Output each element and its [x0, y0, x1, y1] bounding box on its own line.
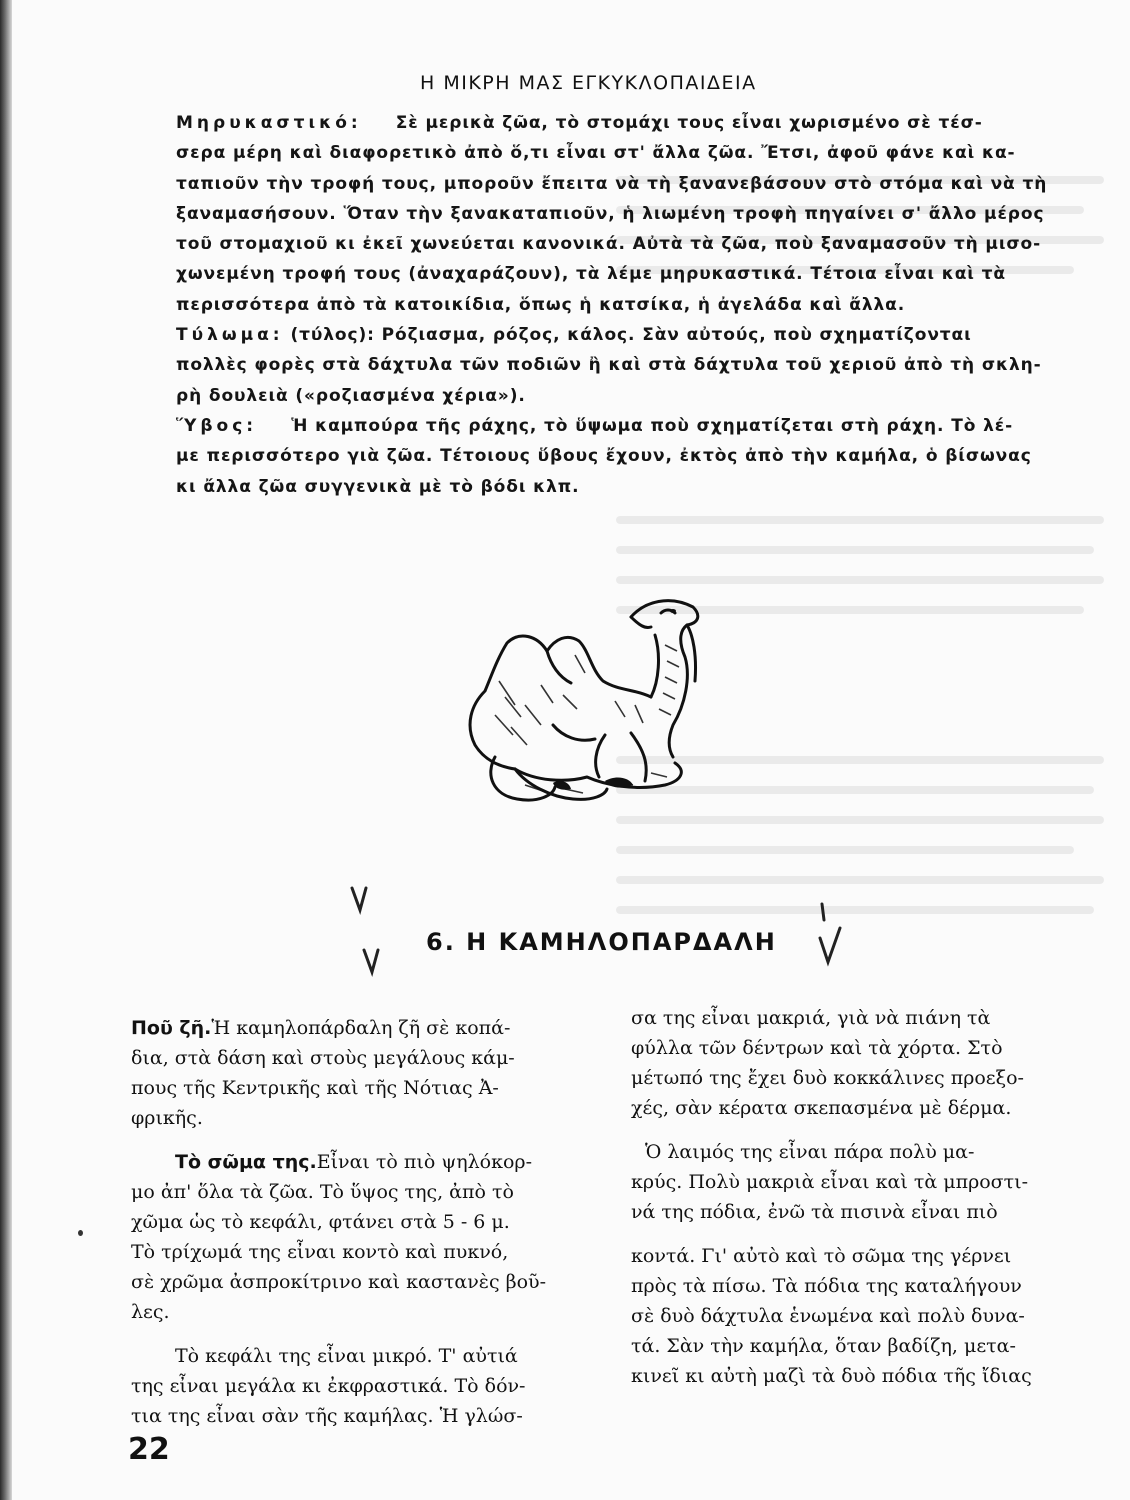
text-line: δια, στὰ δάση καὶ στοὺς μεγάλους κάμ- [131, 1047, 515, 1069]
text-line: χές, σὰν κέρατα σκεπασμένα μὲ δέρμα. [631, 1097, 1012, 1119]
text-line: μο ἀπ' ὅλα τὰ ζῶα. Τὸ ὕψος της, ἀπὸ τὸ [131, 1181, 514, 1203]
glossary-term: Τύλωμα: [176, 325, 284, 346]
glossary-line: σερα μέρη καὶ διαφορετικὸ ἀπὸ ὅ,τι εἶναι στ' ἄλλα ζῶα. Ἔτσι, ἀφοῦ φάνε καὶ κα- [176, 143, 1016, 164]
glossary-line: χωνεμένη τροφή τους (ἀναχαράζουν), τὰ λέμε μηρυκαστικά. Τέτοια εἶναι καὶ τὰ [176, 264, 1006, 285]
glossary-line: ταπιοῦν τὴν τροφή τους, μποροῦν ἔπειτα νὰ τὴ ξανανεβάσουν στὸ στόμα καὶ νὰ τὴ [176, 173, 1048, 194]
pencil-mark-right [808, 898, 858, 978]
text-line: πρὸς τὰ πίσω. Τὰ πόδια της καταλήγουν [631, 1275, 1022, 1297]
text-line: της εἶναι μεγάλα κι ἐκφραστικά. Τὸ δόν- [131, 1375, 526, 1397]
glossary-line [176, 108, 1102, 138]
line-text: Εἶναι τὸ πιὸ ψηλόκορ- [316, 1151, 532, 1173]
glossary-line [176, 411, 1102, 441]
subheading: Τὸ σῶμα της. [175, 1151, 317, 1173]
line-text: Ἡ καμηλοπάρδαλη ζῆ σὲ κοπά- [211, 1017, 511, 1039]
glossary-text: (τύλος): Ρόζιασμα, ρόζος, κάλος. Σὰν αὐτούς, ποὺ σχηματίζονται [290, 325, 972, 346]
glossary-term: Ὕβος: [176, 415, 258, 436]
glossary-line: τοῦ στομαχιοῦ κι ἐκεῖ χωνεύεται κανονικά. Αὐτὰ τὰ ζῶα, ποὺ ξαναμασοῦν τὴ μισο- [176, 234, 1042, 255]
text-line: τά. Σὰν τὴν καμήλα, ὅταν βαδίζη, μετα- [631, 1335, 1016, 1357]
text-line: σὲ δυὸ δάχτυλα ἑνωμένα καὶ πολὺ δυνα- [631, 1305, 1025, 1327]
glossary-line: με περισσότερο γιὰ ζῶα. Τέτοιους ὕβους ἔχουν, ἐκτὸς ἀπὸ τὴν καμήλα, ὁ βίσωνας [176, 446, 1032, 467]
left-text-column [131, 1013, 591, 1431]
text-line [131, 1147, 591, 1177]
text-line: πους τῆς Κεντρικῆς καὶ τῆς Νότιας Ἀ- [131, 1077, 499, 1099]
text-line: φρικῆς. [131, 1107, 203, 1129]
section-title: 6. Η ΚΑΜΗΛΟΠΑΡΔΑΛΗ [426, 928, 777, 956]
glossary-block [176, 108, 1102, 502]
glossary-term: Μηρυκαστικό: [176, 113, 362, 133]
text-line: Τὸ τρίχωμά της εἶναι κοντὸ καὶ πυκνό, [131, 1241, 509, 1263]
glossary-line [176, 320, 1102, 350]
glossary-line: πολλὲς φορὲς στὰ δάχτυλα τῶν ποδιῶν ἢ καὶ στὰ δάχτυλα τοῦ χεριοῦ ἀπὸ τὴ σκλη- [176, 355, 1042, 376]
text-line: τια της εἶναι σὰν τῆς καμήλας. Ἡ γλώσ- [131, 1405, 523, 1427]
glossary-text: Ἡ καμπούρα τῆς ράχης, τὸ ὕψωμα ποὺ σχηματίζεται στὴ ράχη. Τὸ λέ- [291, 415, 1014, 436]
glossary-line: περισσότερα ἀπὸ τὰ κατοικίδια, ὅπως ἡ κατσίκα, ἡ ἀγελάδα καὶ ἄλλα. [176, 294, 906, 315]
text-line: νά της πόδια, ἐνῶ τὰ πισινὰ εἶναι πιὸ [631, 1201, 998, 1223]
page-number: 22 [128, 1432, 170, 1467]
text-line: μέτωπό της ἔχει δυὸ κοκκάλινες προεξο- [631, 1067, 1024, 1089]
glossary-text: Σὲ μερικὰ ζῶα, τὸ στομάχι τους εἶναι χωρισμένο σὲ τέσ- [395, 113, 983, 133]
text-line: σὲ χρῶμα ἀσπροκίτρινο καὶ καστανὲς βοῦ- [131, 1271, 547, 1293]
subheading: Ποῦ ζῆ. [131, 1017, 212, 1039]
text-line: κρύς. Πολὺ μακριὰ εἶναι καὶ τὰ μπροστι- [631, 1171, 1029, 1193]
ink-speck [78, 1230, 83, 1236]
camel-illustration [455, 585, 725, 815]
glossary-line: ξαναμασήσουν. Ὅταν τὴν ξανακαταπιοῦν, ἡ λιωμένη τροφὴ πηγαίνει σ' ἄλλο μέρος [176, 203, 1045, 224]
text-line [131, 1013, 591, 1043]
text-line: Ὁ λαιμός της εἶναι πάρα πολὺ μα- [645, 1141, 975, 1163]
glossary-line: ρὴ δουλειὰ («ροζιασμένα χέρια»). [176, 385, 526, 406]
page-spine-edge [0, 0, 12, 1500]
text-line: Τὸ κεφάλι της εἶναι μικρό. Τ' αὐτιά [175, 1345, 518, 1367]
pencil-mark-left [346, 880, 396, 980]
glossary-line: κι ἄλλα ζῶα συγγενικὰ μὲ τὸ βόδι κλπ. [176, 476, 580, 497]
text-line: κοντά. Γι' αὐτὸ καὶ τὸ σῶμα της γέρνει [631, 1245, 1012, 1267]
text-line: λες. [131, 1301, 170, 1323]
text-line: κινεῖ κι αὐτὴ μαζὶ τὰ δυὸ πόδια τῆς ἴδιας [631, 1365, 1032, 1387]
text-line: φύλλα τῶν δέντρων καὶ τὰ χόρτα. Στὸ [631, 1037, 1003, 1059]
text-line: χῶμα ὡς τὸ κεφάλι, φτάνει στὰ 5 - 6 μ. [131, 1211, 510, 1233]
text-line: σα της εἶναι μακριά, γιὰ νὰ πιάνη τὰ [631, 1007, 991, 1029]
page-header: Η ΜΙΚΡΗ ΜΑΣ ΕΓΚΥΚΛΟΠΑΙΔΕΙΑ [420, 72, 757, 94]
right-text-column [631, 1003, 1130, 1391]
